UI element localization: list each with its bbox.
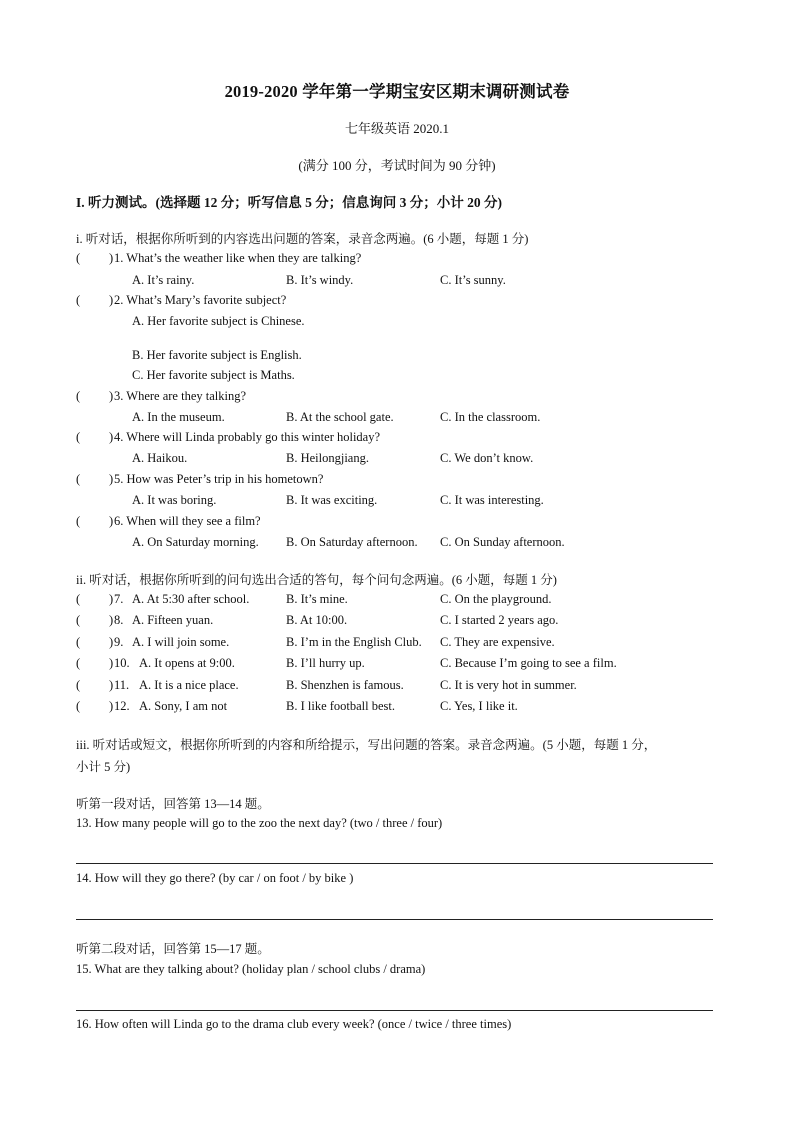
question-number: 9. <box>114 635 124 649</box>
answer-paren-close: ) <box>109 635 114 649</box>
option-a: A. Her favorite subject is Chinese. <box>132 314 305 328</box>
option-c: C. I started 2 years ago. <box>440 613 559 627</box>
option-c: C. We don’t know. <box>440 451 534 465</box>
part-ii-instruction: ii. 听对话，根据你所听到的问句选出合适的答句，每个问句念两遍。(6 小题，每题 1 分) <box>76 573 557 587</box>
answer-paren-open[interactable]: ( <box>76 678 81 692</box>
group1-intro: 听第一段对话，回答第 13—14 题。 <box>76 797 270 811</box>
answer-paren-close: ) <box>109 251 114 265</box>
question-text: 3. Where are they talking? <box>114 389 247 403</box>
option-a: A. Haikou. <box>132 451 188 465</box>
option-a: A. It’s rainy. <box>132 273 195 287</box>
option-a: A. I will join some. <box>132 635 230 649</box>
answer-paren-close: ) <box>109 514 114 528</box>
exam-subtitle: 七年级英语 2020.1 <box>344 121 449 136</box>
option-b: B. It’s mine. <box>286 592 348 606</box>
answer-paren-open[interactable]: ( <box>76 514 81 528</box>
answer-paren-open[interactable]: ( <box>76 699 81 713</box>
answer-paren-open[interactable]: ( <box>76 293 81 307</box>
option-b: B. Shenzhen is famous. <box>286 678 404 692</box>
option-b: B. Heilongjiang. <box>286 451 369 465</box>
option-a: A. In the museum. <box>132 410 225 424</box>
part-i-instruction: i. 听对话，根据你所听到的内容选出问题的答案，录音念两遍。(6 小题，每题 1 分) <box>76 232 529 246</box>
question-number: 11. <box>114 678 130 692</box>
answer-paren-close: ) <box>109 656 114 670</box>
option-b: B. It’s windy. <box>286 273 354 287</box>
option-c: C. Yes, I like it. <box>440 699 518 713</box>
question-number: 12. <box>114 699 130 713</box>
option-c: C. It was interesting. <box>440 493 544 507</box>
question-text: 6. When will they see a film? <box>114 514 261 528</box>
answer-paren-open[interactable]: ( <box>76 472 81 486</box>
option-b: B. I’m in the English Club. <box>286 635 422 649</box>
answer-line-13[interactable] <box>76 863 713 864</box>
answer-paren-open[interactable]: ( <box>76 635 81 649</box>
option-c: C. Her favorite subject is Maths. <box>132 368 295 382</box>
answer-paren-open[interactable]: ( <box>76 613 81 627</box>
answer-paren-open[interactable]: ( <box>76 656 81 670</box>
option-a: A. At 5:30 after school. <box>132 592 250 606</box>
answer-paren-close: ) <box>109 389 114 403</box>
answer-paren-close: ) <box>109 472 114 486</box>
part-iii-instruction-cont: 小计 5 分) <box>76 760 131 774</box>
option-b: B. On Saturday afternoon. <box>286 535 418 549</box>
question-text: 5. How was Peter’s trip in his hometown? <box>114 472 324 486</box>
question-text: 2. What’s Mary’s favorite subject? <box>114 293 287 307</box>
option-b: B. Her favorite subject is English. <box>132 348 302 362</box>
option-b: B. It was exciting. <box>286 493 378 507</box>
option-a: A. On Saturday morning. <box>132 535 259 549</box>
exam-title: 2019-2020 学年第一学期宝安区期末调研测试卷 <box>224 82 570 101</box>
section-heading: I. 听力测试。(选择题 12 分；听写信息 5 分；信息询问 3 分；小计 20 分) <box>76 195 502 210</box>
exam-note: (满分 100 分，考试时间为 90 分钟) <box>298 158 496 173</box>
answer-paren-open[interactable]: ( <box>76 592 81 606</box>
option-c: C. In the classroom. <box>440 410 541 424</box>
answer-paren-close: ) <box>109 430 114 444</box>
option-a: A. It is a nice place. <box>139 678 239 692</box>
answer-paren-close: ) <box>109 699 114 713</box>
question-text: 4. Where will Linda probably go this winter holiday? <box>114 430 381 444</box>
option-c: C. It is very hot in summer. <box>440 678 577 692</box>
option-a: A. It opens at 9:00. <box>139 656 235 670</box>
answer-paren-open[interactable]: ( <box>76 251 81 265</box>
option-c: C. On Sunday afternoon. <box>440 535 565 549</box>
option-a: A. Sony, I am not <box>139 699 228 713</box>
question-number: 7. <box>114 592 124 606</box>
question-16: 16. How often will Linda go to the drama club every week? (once / twice / three times) <box>76 1017 512 1031</box>
answer-paren-close: ) <box>109 293 114 307</box>
question-text: 1. What’s the weather like when they are talking? <box>114 251 362 265</box>
question-14: 14. How will they go there? (by car / on foot / by bike ) <box>76 871 354 885</box>
option-b: B. At 10:00. <box>286 613 348 627</box>
answer-paren-close: ) <box>109 678 114 692</box>
question-15: 15. What are they talking about? (holiday plan / school clubs / drama) <box>76 962 426 976</box>
option-c: C. On the playground. <box>440 592 552 606</box>
question-number: 8. <box>114 613 124 627</box>
part-iii-instruction: iii. 听对话或短文，根据你所听到的内容和所给提示，写出问题的答案。录音念两遍。(5 小题，每题 1 分， <box>76 738 657 752</box>
option-a: A. It was boring. <box>132 493 217 507</box>
group2-intro: 听第二段对话，回答第 15—17 题。 <box>76 942 270 956</box>
answer-paren-close: ) <box>109 613 114 627</box>
question-number: 10. <box>114 656 130 670</box>
option-c: C. It’s sunny. <box>440 273 506 287</box>
option-c: C. Because I’m going to see a film. <box>440 656 617 670</box>
answer-paren-open[interactable]: ( <box>76 389 81 403</box>
option-b: B. I’ll hurry up. <box>286 656 365 670</box>
answer-line-14[interactable] <box>76 919 713 920</box>
option-b: B. At the school gate. <box>286 410 394 424</box>
option-a: A. Fifteen yuan. <box>132 613 214 627</box>
answer-paren-open[interactable]: ( <box>76 430 81 444</box>
answer-line-15[interactable] <box>76 1010 713 1011</box>
option-c: C. They are expensive. <box>440 635 555 649</box>
option-b: B. I like football best. <box>286 699 396 713</box>
answer-paren-close: ) <box>109 592 114 606</box>
question-13: 13. How many people will go to the zoo the next day? (two / three / four) <box>76 816 443 830</box>
